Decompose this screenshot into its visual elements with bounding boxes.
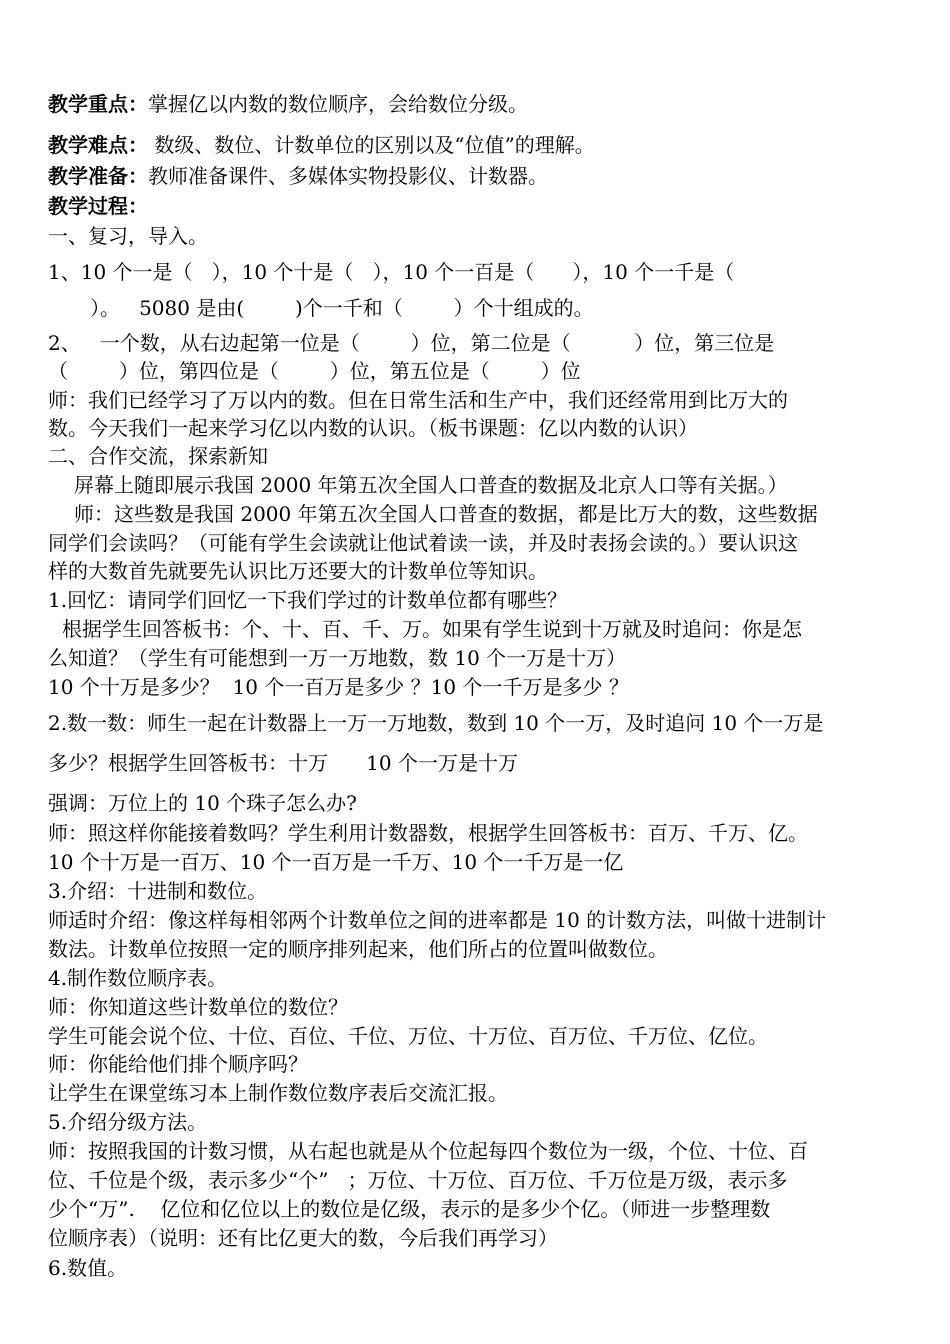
text-line: 同学们会读吗？（可能有学生会读就让他试着读一读，并及时表扬会读的。）要认识这 — [48, 531, 798, 555]
text-line: 10 个十万是多少？ 10 个一百万是多少 ？10 个一千万是多少 ？ — [48, 675, 629, 699]
text-line: 位顺序表）（说明：还有比亿更大的数，今后我们再学习） — [48, 1226, 558, 1250]
teaching-focus-text: 掌握亿以内数的数位顺序，会给数位分级。 — [148, 92, 528, 116]
teaching-process-label: 教学过程： — [48, 194, 148, 218]
text-line: 根据学生回答板书：个、十、百、千、万。如果有学生说到十万就及时追问：你是怎 — [62, 617, 802, 641]
text-line: 6.数值。 — [48, 1256, 128, 1280]
text-line: 少个“万”. 亿位和亿位以上的数位是亿级，表示的是多少个亿。（师进一步整理数 — [48, 1197, 771, 1221]
text-line: 10 个十万是一百万、10 个一百万是一千万、10 个一千万是一亿 — [48, 850, 624, 874]
text-line: 二、合作交流，探索新知 — [48, 444, 268, 468]
text-line: 2、 一个数，从右边起第一位是（ ）位，第二位是（ ）位，第三位是 — [48, 331, 775, 355]
text-line: 么知道？（学生有可能想到一万一万地数，数 10 个一万是十万） — [48, 646, 627, 670]
text-line: 师：你能给他们排个顺序吗？ — [48, 1052, 308, 1076]
text-line: 让学生在课堂练习本上制作数位数序表后交流汇报。 — [48, 1081, 508, 1105]
text-line: ）。 5080 是由( )个一千和（ ）个十组成的。 — [90, 296, 594, 320]
text-line: 数。今天我们一起来学习亿以内数的认识。（板书课题：亿以内数的认识） — [48, 416, 698, 440]
text-line: 1.回忆：请同学们回忆一下我们学过的计数单位都有哪些？ — [48, 588, 568, 612]
text-line: 师：我们已经学习了万以内的数。但在日常生活和生产中，我们还经常用到比万大的 — [48, 388, 788, 412]
text-line: 师：照这样你能接着数吗？学生利用计数器数，根据学生回答板书：百万、千万、亿。 — [48, 821, 808, 845]
text-line: 5.介绍分级方法。 — [48, 1110, 208, 1134]
text-line: 4.制作数位顺序表。 — [48, 966, 228, 990]
teaching-difficulty — [48, 133, 595, 157]
text-line: 多少？根据学生回答板书：十万 10 个一万是十万 — [48, 751, 518, 775]
text-line: 屏幕上随即展示我国 2000 年第五次全国人口普查的数据及北京人口等有关据。） — [74, 473, 788, 497]
text-line: 学生可能会说个位、十位、百位、千位、万位、十万位、百万位、千万位、亿位。 — [48, 1024, 768, 1048]
text-line: 1、10 个一是（ ），10 个十是（ ），10 个一百是（ ），10 个一千是（ — [48, 260, 735, 284]
teaching-difficulty-text: 数级、数位、计数单位的区别以及“位值”的理解。 — [148, 133, 595, 157]
text-line: 一、复习，导入。 — [48, 224, 208, 248]
teaching-focus-label: 教学重点： — [48, 92, 148, 116]
text-line: 师适时介绍：像这样每相邻两个计数单位之间的进率都是 10 的计数方法，叫做十进制计 — [48, 908, 827, 932]
text-line: 3.介绍：十进制和数位。 — [48, 879, 268, 903]
teaching-focus — [48, 92, 528, 116]
text-line: 位、千位是个级，表示多少“个” ；万位、十万位、百万位、千万位是万级，表示多 — [48, 1168, 788, 1192]
text-line: 强调：万位上的 10 个珠子怎么办? — [48, 791, 357, 815]
text-line: 样的大数首先就要先认识比万还要大的计数单位等知识。 — [48, 559, 548, 583]
text-line: 师：你知道这些计数单位的数位？ — [48, 995, 348, 1019]
text-line: 师：按照我国的计数习惯，从右起也就是从个位起每四个数位为一级，个位、十位、百 — [48, 1139, 808, 1163]
teaching-difficulty-label: 教学难点： — [48, 133, 148, 157]
teaching-preparation-text: 教师准备课件、多媒体实物投影仪、计数器。 — [148, 164, 548, 188]
text-line: 数法。计数单位按照一定的顺序排列起来，他们所占的位置叫做数位。 — [48, 937, 668, 961]
text-line: 师：这些数是我国 2000 年第五次全国人口普查的数据，都是比万大的数，这些数据 — [74, 502, 818, 526]
text-line: （ ）位，第四位是（ ）位，第五位是（ ）位 — [48, 359, 581, 383]
teaching-preparation-label: 教学准备： — [48, 164, 148, 188]
teaching-preparation — [48, 164, 548, 188]
text-line: 2.数一数：师生一起在计数器上一万一万地数，数到 10 个一万，及时追问 10 个一万是 — [48, 711, 824, 735]
